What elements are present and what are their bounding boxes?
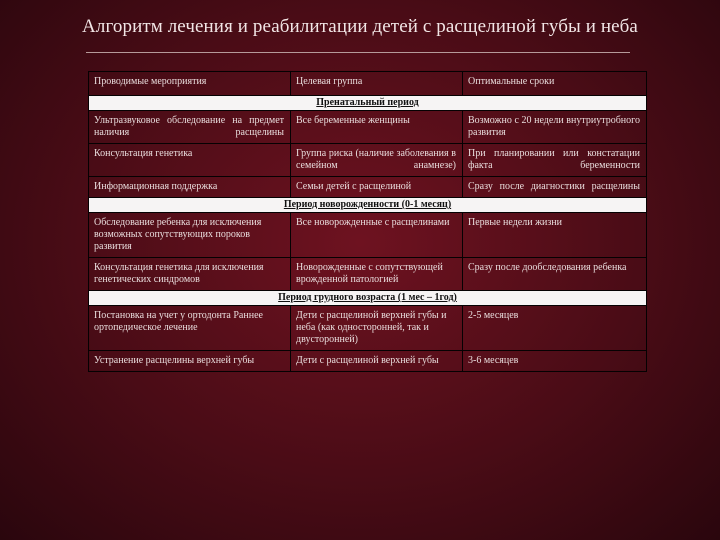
table-cell: Сразу после диагностики расщелины xyxy=(463,177,647,198)
table-cell: Консультация генетика для исключения генетических синдромов xyxy=(89,258,291,291)
table-row xyxy=(89,111,647,144)
table-cell: Консультация генетика xyxy=(89,144,291,177)
table-row xyxy=(89,306,647,351)
table-cell: Дети с расщелиной верхней губы xyxy=(291,351,463,372)
table-row xyxy=(89,144,647,177)
header-cell-measures: Проводимые мероприятия xyxy=(89,72,291,96)
table-cell: Сразу после дообследования ребенка xyxy=(463,258,647,291)
table-cell: Группа риска (наличие заболевания в семейном анамнезе) xyxy=(291,144,463,177)
header-cell-target-group: Целевая группа xyxy=(291,72,463,96)
table-cell: Устранение расщелины верхней губы xyxy=(89,351,291,372)
section-row-newborn xyxy=(89,198,647,213)
table-cell: Все новорожденные с расщелинами xyxy=(291,213,463,258)
table-cell: Семьи детей с расщелиной xyxy=(291,177,463,198)
page-title: Алгоритм лечения и реабилитации детей с расщелиной губы и неба xyxy=(82,16,638,37)
section-label: Пренатальный период xyxy=(89,96,647,111)
table-row xyxy=(89,213,647,258)
table-cell: Обследование ребенка для исключения возможных сопутствующих пороков развития xyxy=(89,213,291,258)
table-cell: 2-5 месяцев xyxy=(463,306,647,351)
table-header-row xyxy=(89,72,647,96)
table-cell: Постановка на учет у ортодонта Раннее ортопедическое лечение xyxy=(89,306,291,351)
table-cell: Информационная поддержка xyxy=(89,177,291,198)
table-cell: 3-6 месяцев xyxy=(463,351,647,372)
section-label: Период новорожденности (0-1 месяц) xyxy=(89,198,647,213)
table-row xyxy=(89,177,647,198)
table-cell: Все беременные женщины xyxy=(291,111,463,144)
table-cell: Возможно с 20 недели внутриутробного развития xyxy=(463,111,647,144)
table-row xyxy=(89,351,647,372)
table-row xyxy=(89,258,647,291)
section-row-prenatal xyxy=(89,96,647,111)
table-cell: Ультразвуковое обследование на предмет наличия расщелины xyxy=(89,111,291,144)
treatment-algorithm-table xyxy=(88,71,647,372)
section-row-infancy xyxy=(89,291,647,306)
table-cell: Первые недели жизни xyxy=(463,213,647,258)
table-cell: Новорожденные с сопутствующей врожденной патологией xyxy=(291,258,463,291)
table-cell: При планировании или констатации факта беременности xyxy=(463,144,647,177)
header-cell-optimal-terms: Оптимальные сроки xyxy=(463,72,647,96)
section-label: Период грудного возраста (1 мес – 1год) xyxy=(89,291,647,306)
table-cell: Дети с расщелиной верхней губы и неба (как односторонней, так и двусторонней) xyxy=(291,306,463,351)
title-divider xyxy=(86,52,630,53)
